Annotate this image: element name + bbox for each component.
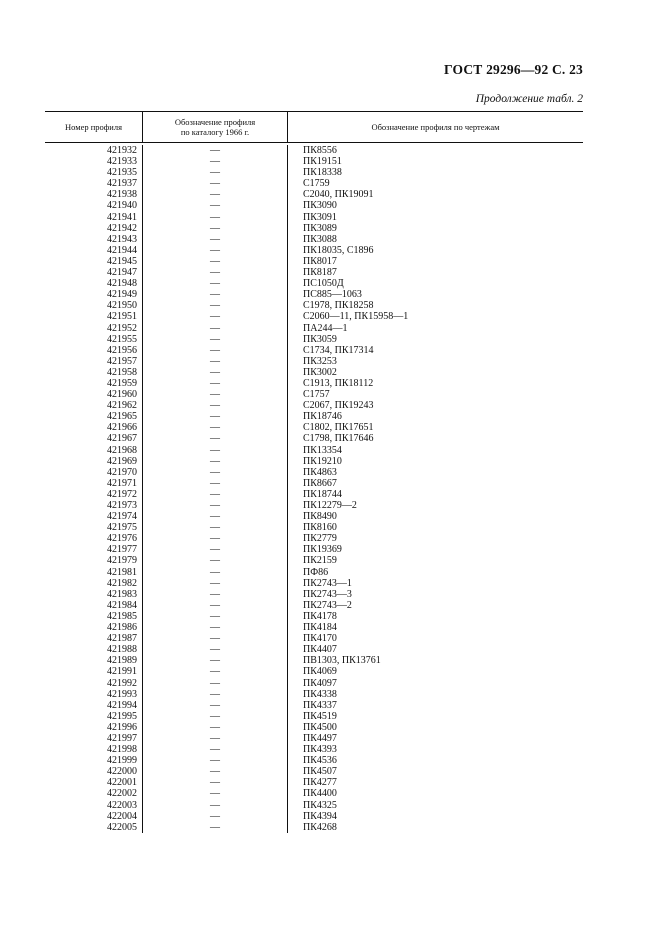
cell-drawing-designation: ПК3091 [303, 211, 337, 223]
cell-catalog-1966: — [210, 766, 220, 778]
column-catalog-1966 [142, 145, 287, 833]
cell-catalog-1966: — [210, 710, 220, 722]
cell-drawing-designation: ПС1050Д [303, 278, 344, 290]
cell-catalog-1966: — [210, 167, 220, 179]
cell-profile-number: 421973 [107, 500, 137, 511]
cell-profile-number: 421971 [107, 477, 137, 489]
cell-profile-number: 421994 [107, 699, 137, 711]
cell-catalog-1966: — [210, 178, 220, 190]
cell-drawing-designation: ПК4268 [303, 821, 337, 833]
cell-profile-number: 421958 [107, 366, 137, 378]
cell-profile-number: 421997 [107, 732, 137, 744]
cell-catalog-1966: — [210, 744, 220, 756]
cell-catalog-1966: — [210, 777, 220, 789]
cell-profile-number: 421999 [107, 755, 137, 767]
cell-catalog-1966: — [210, 655, 220, 667]
cell-drawing-designation: ПК4407 [303, 644, 337, 656]
cell-profile-number: 421998 [107, 744, 137, 756]
cell-catalog-1966: — [210, 322, 220, 334]
cell-catalog-1966: — [210, 577, 220, 589]
cell-catalog-1966: — [210, 244, 220, 256]
cell-profile-number: 421984 [107, 599, 137, 611]
cell-drawing-designation: ПК4170 [303, 633, 337, 645]
cell-profile-number: 421987 [107, 633, 137, 645]
cell-catalog-1966: — [210, 311, 220, 323]
cell-catalog-1966: — [210, 211, 220, 223]
cell-catalog-1966: — [210, 200, 220, 212]
cell-drawing-designation: ПК3090 [303, 200, 337, 212]
cell-catalog-1966: — [210, 732, 220, 744]
cell-catalog-1966: — [210, 599, 220, 611]
cell-profile-number: 421944 [107, 244, 137, 256]
cell-profile-number: 421968 [107, 444, 137, 456]
cell-catalog-1966: — [210, 466, 220, 478]
cell-drawing-designation: С1913, ПК18112 [303, 377, 374, 389]
cell-profile-number: 421982 [107, 577, 137, 589]
cell-profile-number: 421975 [107, 522, 137, 534]
cell-catalog-1966: — [210, 688, 220, 700]
cell-catalog-1966: — [210, 455, 220, 467]
cell-drawing-designation: С1802, ПК17651 [303, 422, 374, 434]
cell-profile-number: 421949 [107, 289, 137, 301]
cell-profile-number: 422001 [107, 777, 137, 789]
cell-catalog-1966: — [210, 821, 220, 833]
cell-catalog-1966: — [210, 788, 220, 800]
cell-profile-number: 421972 [107, 488, 137, 500]
cell-catalog-1966: — [210, 278, 220, 290]
cell-drawing-designation: ПК13354 [303, 444, 342, 456]
cell-profile-number: 421986 [107, 622, 137, 634]
cell-profile-number: 421935 [107, 167, 137, 179]
cell-drawing-designation: ПК4325 [303, 799, 337, 811]
cell-catalog-1966: — [210, 810, 220, 822]
cell-drawing-designation: ПК18035, С1896 [303, 244, 374, 256]
cell-drawing-designation: ПК4500 [303, 721, 337, 733]
cell-profile-number: 421979 [107, 555, 137, 567]
cell-profile-number: 421948 [107, 278, 137, 290]
cell-drawing-designation: ПК4519 [303, 710, 337, 722]
cell-catalog-1966: — [210, 500, 220, 511]
cell-drawing-designation: ПК4277 [303, 777, 337, 789]
cell-drawing-designation: ПК19151 [303, 156, 342, 168]
cell-catalog-1966: — [210, 610, 220, 622]
cell-profile-number: 421991 [107, 666, 137, 678]
cell-profile-number: 421932 [107, 145, 137, 156]
cell-drawing-designation: ПК4178 [303, 610, 337, 622]
cell-drawing-designation: ПК19210 [303, 455, 342, 467]
cell-catalog-1966: — [210, 400, 220, 412]
cell-profile-number: 421947 [107, 267, 137, 279]
cell-catalog-1966: — [210, 555, 220, 567]
cell-catalog-1966: — [210, 233, 220, 245]
cell-drawing-designation: С1798, ПК17646 [303, 433, 374, 445]
cell-catalog-1966: — [210, 533, 220, 545]
cell-catalog-1966: — [210, 267, 220, 279]
cell-catalog-1966: — [210, 422, 220, 434]
cell-profile-number: 422002 [107, 788, 137, 800]
cell-drawing-designation: ПК2779 [303, 533, 337, 545]
cell-catalog-1966: — [210, 755, 220, 767]
column-header-profile-number: Номер профиля [64, 122, 122, 132]
cell-drawing-designation: ПК2159 [303, 555, 337, 567]
cell-drawing-designation: ПК4536 [303, 755, 337, 767]
cell-profile-number: 421955 [107, 333, 137, 345]
cell-catalog-1966: — [210, 189, 220, 201]
cell-profile-number: 421950 [107, 300, 137, 312]
cell-profile-number: 421956 [107, 344, 137, 356]
cell-profile-number: 421993 [107, 688, 137, 700]
cell-catalog-1966: — [210, 522, 220, 534]
cell-drawing-designation: ПК4400 [303, 788, 337, 800]
cell-profile-number: 421989 [107, 655, 137, 667]
cell-profile-number: 421974 [107, 511, 137, 523]
cell-profile-number: 421959 [107, 377, 137, 389]
table-continuation-caption: Продолжение табл. 2 [475, 93, 583, 105]
cell-profile-number: 422003 [107, 799, 137, 811]
cell-drawing-designation: ПФ86 [303, 566, 329, 578]
cell-drawing-designation: ПК8490 [303, 511, 337, 523]
cell-drawing-designation: ПС885—1063 [303, 289, 362, 301]
cell-drawing-designation: С1757 [303, 389, 330, 401]
cell-catalog-1966: — [210, 433, 220, 445]
cell-catalog-1966: — [210, 389, 220, 401]
cell-catalog-1966: — [210, 444, 220, 456]
cell-drawing-designation: ПК8667 [303, 477, 337, 489]
cell-drawing-designation: ПК19369 [303, 544, 342, 556]
column-header-drawing-designation: Обозначение профиля по чертежам [287, 112, 583, 142]
cell-profile-number: 421967 [107, 433, 137, 445]
cell-drawing-designation: ПВ1303, ПК13761 [303, 655, 381, 667]
cell-profile-number: 422004 [107, 810, 137, 822]
cell-profile-number: 421965 [107, 411, 137, 423]
cell-drawing-designation: ПК4393 [303, 744, 337, 756]
cell-catalog-1966: — [210, 411, 220, 423]
cell-profile-number: 421952 [107, 322, 137, 334]
cell-profile-number: 421933 [107, 156, 137, 168]
cell-catalog-1966: — [210, 333, 220, 345]
cell-catalog-1966: — [210, 344, 220, 356]
cell-catalog-1966: — [210, 289, 220, 301]
cell-drawing-designation: ПК8160 [303, 522, 337, 534]
cell-drawing-designation: ПК18338 [303, 167, 342, 179]
cell-profile-number: 421957 [107, 355, 137, 367]
cell-drawing-designation: ПК2743—1 [303, 577, 352, 589]
cell-drawing-designation: ПК3059 [303, 333, 337, 345]
cell-drawing-designation: ПК4497 [303, 732, 337, 744]
cell-profile-number: 421937 [107, 178, 137, 190]
cell-drawing-designation: ПК12279—2 [303, 500, 357, 511]
cell-profile-number: 421992 [107, 677, 137, 689]
cell-catalog-1966: — [210, 544, 220, 556]
cell-drawing-designation: ПК18744 [303, 488, 342, 500]
profiles-table [45, 111, 583, 833]
cell-catalog-1966: — [210, 666, 220, 678]
cell-catalog-1966: — [210, 677, 220, 689]
cell-drawing-designation: С2040, ПК19091 [303, 189, 374, 201]
cell-catalog-1966: — [210, 477, 220, 489]
cell-profile-number: 422005 [107, 821, 137, 833]
cell-catalog-1966: — [210, 488, 220, 500]
cell-drawing-designation: ПК18746 [303, 411, 342, 423]
cell-profile-number: 421943 [107, 233, 137, 245]
page-title: ГОСТ 29296—92 С. 23 [444, 62, 583, 77]
cell-drawing-designation: ПК3002 [303, 366, 337, 378]
cell-profile-number: 421970 [107, 466, 137, 478]
cell-profile-number: 421969 [107, 455, 137, 467]
cell-profile-number: 421942 [107, 222, 137, 234]
cell-drawing-designation: С2067, ПК19243 [303, 400, 374, 412]
cell-catalog-1966: — [210, 799, 220, 811]
cell-drawing-designation: ПК4507 [303, 766, 337, 778]
cell-catalog-1966: — [210, 355, 220, 367]
cell-drawing-designation: ПК8017 [303, 255, 337, 267]
cell-drawing-designation: ПК4863 [303, 466, 337, 478]
cell-catalog-1966: — [210, 588, 220, 600]
cell-drawing-designation: ПК4394 [303, 810, 337, 822]
cell-drawing-designation: С1978, ПК18258 [303, 300, 374, 312]
cell-profile-number: 421940 [107, 200, 137, 212]
cell-profile-number: 421960 [107, 389, 137, 401]
cell-catalog-1966: — [210, 366, 220, 378]
cell-drawing-designation: ПК3253 [303, 355, 337, 367]
cell-profile-number: 422000 [107, 766, 137, 778]
cell-catalog-1966: — [210, 622, 220, 634]
column-header-catalog-1966: Обозначение профиля по каталогу 1966 г. [142, 112, 287, 142]
table-header [45, 111, 583, 143]
cell-catalog-1966: — [210, 255, 220, 267]
cell-profile-number: 421938 [107, 189, 137, 201]
cell-profile-number: 421996 [107, 721, 137, 733]
cell-profile-number: 421981 [107, 566, 137, 578]
column-drawing-designation [287, 145, 583, 833]
cell-profile-number: 421951 [107, 311, 137, 323]
cell-drawing-designation: ПА244—1 [303, 322, 348, 334]
cell-catalog-1966: — [210, 377, 220, 389]
cell-drawing-designation: ПК4337 [303, 699, 337, 711]
cell-drawing-designation: ПК4097 [303, 677, 337, 689]
cell-drawing-designation: ПК2743—2 [303, 599, 352, 611]
cell-drawing-designation: С1759 [303, 178, 330, 190]
column-profile-number [45, 145, 142, 833]
cell-profile-number: 421976 [107, 533, 137, 545]
cell-drawing-designation: ПК3088 [303, 233, 337, 245]
cell-drawing-designation: С2060—11, ПК15958—1 [303, 311, 409, 323]
cell-catalog-1966: — [210, 633, 220, 645]
cell-drawing-designation: ПК8556 [303, 145, 337, 156]
cell-drawing-designation: ПК3089 [303, 222, 337, 234]
cell-profile-number: 421966 [107, 422, 137, 434]
cell-catalog-1966: — [210, 644, 220, 656]
cell-drawing-designation: ПК4069 [303, 666, 337, 678]
cell-profile-number: 421941 [107, 211, 137, 223]
cell-catalog-1966: — [210, 721, 220, 733]
cell-catalog-1966: — [210, 511, 220, 523]
cell-catalog-1966: — [210, 156, 220, 168]
cell-catalog-1966: — [210, 145, 220, 156]
cell-drawing-designation: ПК2743—3 [303, 588, 352, 600]
cell-profile-number: 421985 [107, 610, 137, 622]
cell-catalog-1966: — [210, 699, 220, 711]
cell-drawing-designation: ПК4338 [303, 688, 337, 700]
cell-profile-number: 421988 [107, 644, 137, 656]
cell-profile-number: 421983 [107, 588, 137, 600]
cell-catalog-1966: — [210, 300, 220, 312]
cell-catalog-1966: — [210, 566, 220, 578]
table-body [45, 143, 583, 833]
cell-catalog-1966: — [210, 222, 220, 234]
cell-drawing-designation: ПК8187 [303, 267, 337, 279]
cell-drawing-designation: С1734, ПК17314 [303, 344, 374, 356]
cell-profile-number: 421962 [107, 400, 137, 412]
cell-profile-number: 421995 [107, 710, 137, 722]
cell-profile-number: 421945 [107, 255, 137, 267]
cell-profile-number: 421977 [107, 544, 137, 556]
cell-drawing-designation: ПК4184 [303, 622, 337, 634]
